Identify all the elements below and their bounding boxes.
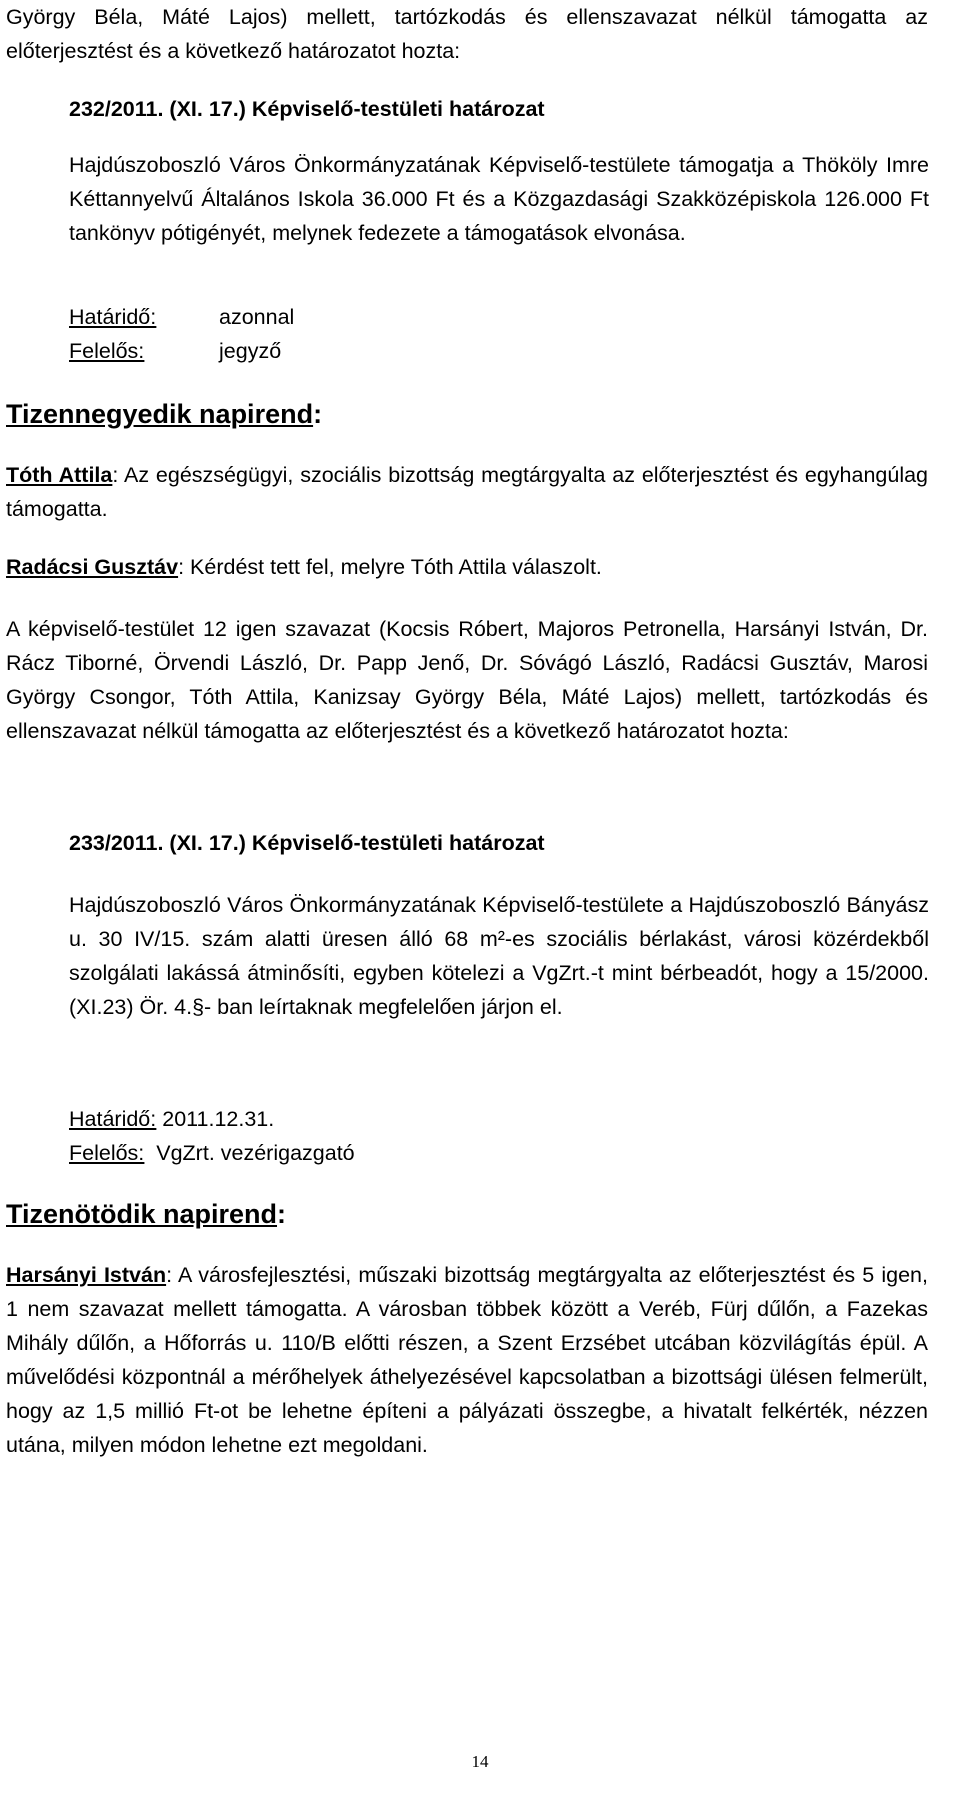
resolution-232-body: Hajdúszoboszló Város Önkormányzatának Képviselő-testülete támogatja a Thököly Imre Kéttannyelvű Általános Iskola 36.000 Ft és a Közgazdasági Szakközépiskola 126.000 Ft tankönyv pótigényét, melynek fedezete a támogatások elvonása.	[69, 153, 929, 245]
toth-text: : Az egészségügyi, szociális bizottság megtárgyalta az előterjesztést és egyhangúlag támogatta.	[6, 463, 929, 521]
agenda-15-colon: :	[277, 1199, 287, 1229]
resolution-232-title: 232/2011. (XI. 17.) Képviselő-testületi határozat	[69, 97, 545, 121]
deadline-value: azonnal	[219, 305, 295, 329]
agenda-15-title: Tizenötödik napirend	[6, 1199, 278, 1229]
resolution-233-deadline	[69, 1102, 274, 1136]
responsible-value: jegyző	[219, 339, 282, 363]
deadline-label: Határidő:	[69, 1107, 157, 1131]
speaker-harsanyi: Harsányi István	[6, 1263, 167, 1287]
deadline-value: 2011.12.31.	[162, 1107, 275, 1131]
agenda-15-heading	[6, 1196, 286, 1232]
deadline-label: Határidő:	[69, 305, 157, 329]
responsible-label: Felelős:	[69, 339, 145, 363]
page-number: 14	[471, 1752, 489, 1771]
resolution-233-responsible	[69, 1136, 355, 1170]
harsanyi-text: : A városfejlesztési, műszaki bizottság megtárgyalta az előterjesztést és 5 igen, 1 nem szavazat mellett támogatta. A városban többek között a Veréb, Fürj dűlőn, a Fazekas Mihály dűlőn, a Hőforrás u. 110/B előtti részen, a Szent Erzsébet utcában közvilágítás épül. A művelődési központnál a mérőhelyek áthelyezésével kapcsolatban a bizottsági ülésen felmerült, hogy az 1,5 millió Ft-ot be lehetne építeni a pályázati összegbe, a hivatalt felkérték, nézzen utána, milyen módon lehetne ezt megoldani.	[6, 1263, 928, 1457]
vote-paragraph: A képviselő-testület 12 igen szavazat (Kocsis Róbert, Majoros Petronella, Harsányi István, Dr. Rácz Tiborné, Örvendi László, Dr. Papp Jenő, Dr. Sóvágó László, Radácsi Gusztáv, Marosi György Csongor, Tóth Attila, Kanizsay György Béla, Máté Lajos) mellett, tartózkodás és ellenszavazat nélkül támogatta az előterjesztést és a következő határozatot hozta:	[6, 617, 928, 743]
speaker-radacsi: Radácsi Gusztáv	[6, 555, 179, 579]
toth-paragraph	[6, 458, 928, 526]
resolution-232-deadline	[69, 300, 294, 334]
agenda-14-heading	[6, 396, 322, 432]
harsanyi-paragraph	[6, 1258, 928, 1462]
intro-paragraph: György Béla, Máté Lajos) mellett, tartózkodás és ellenszavazat nélkül támogatta az előterjesztést és a következő határozatot hozta:	[6, 5, 928, 63]
speaker-toth: Tóth Attila	[6, 463, 113, 487]
agenda-14-colon: :	[313, 399, 323, 429]
agenda-14-title: Tizennegyedik napirend	[6, 399, 314, 429]
responsible-label: Felelős:	[69, 1141, 145, 1165]
resolution-233-body: Hajdúszoboszló Város Önkormányzatának Képviselő-testülete a Hajdúszoboszló Bányász u. 30 IV/15. szám alatti üresen álló 68 m²-es szociális bérlakást, városi közérdekből szolgálati lakássá átminősíti, egyben kötelezi a VgZrt.-t mint bérbeadót, hogy a 15/2000. (XI.23) Ör. 4.§- ban leírtaknak megfelelően járjon el.	[69, 893, 929, 1019]
responsible-value: VgZrt. vezérigazgató	[156, 1141, 355, 1165]
resolution-233-title: 233/2011. (XI. 17.) Képviselő-testületi határozat	[69, 831, 545, 855]
radacsi-text: : Kérdést tett fel, melyre Tóth Attila válaszolt.	[178, 555, 602, 579]
resolution-232-responsible	[69, 334, 281, 368]
radacsi-paragraph	[6, 550, 928, 584]
